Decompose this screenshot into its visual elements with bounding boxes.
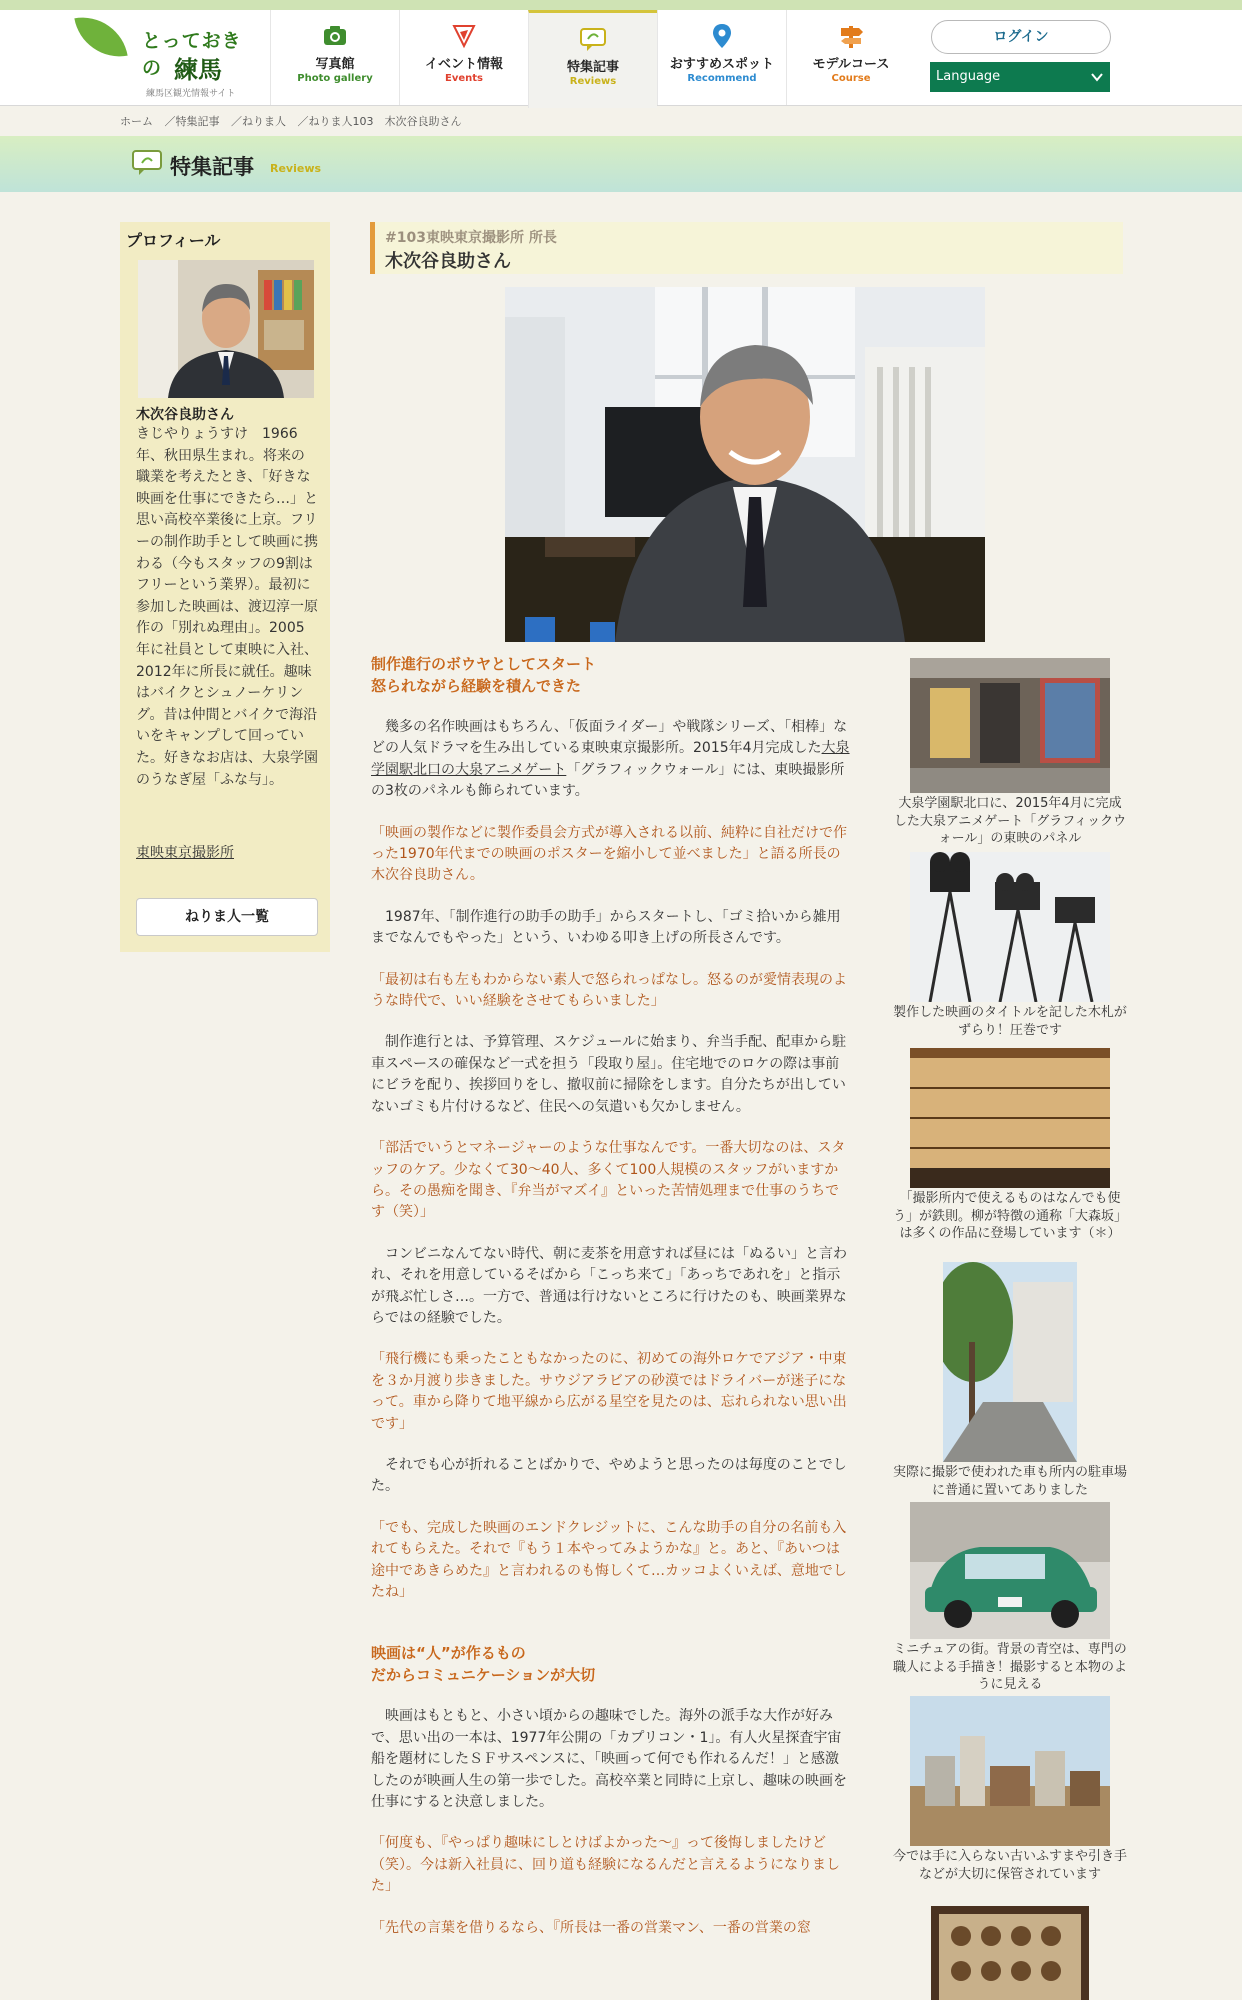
- language-select[interactable]: [930, 62, 1110, 92]
- logo-line1: とっておきの: [142, 30, 242, 79]
- leaf-icon: [74, 10, 127, 63]
- quote: 「部活でいうとマネージャーのような仕事なんです。一番大切なのは、スタッフのケア。少なくて30〜40人、多くて100人規模のスタッフがいますから。その愚痴を聞き、『弁当がマズイ』といった苦情処理まで仕事のうちです（笑）」: [371, 1140, 846, 1221]
- quote: 「最初は右も左もわからない素人で怒られっぱなし。怒るのが愛情表現のような時代で、いい経験をさせてもらいました」: [371, 971, 847, 1010]
- nerimajin-list-button[interactable]: ねりま人一覧: [136, 898, 318, 936]
- paragraph: 幾多の名作映画はもちろん、「仮面ライダー」や戦隊シリーズ、「相棒」などの人気ドラマを生み出している東映東京撮影所。2015年4月完成した大泉学園駅北口の大泉アニメゲート「グラフィックウォール」には、東映撮影所の3枚のパネルも飾られています。: [371, 719, 850, 800]
- gallery-caption: 今では手に入らない古いふすまや引き手などが大切に保管されています: [892, 1849, 1127, 1882]
- nav-item-photo-gallery[interactable]: [270, 10, 399, 105]
- breadcrumb-home[interactable]: ホーム: [120, 115, 153, 128]
- gallery-caption: ミニチュアの街。背景の青空は、専門の職人による手描き！撮影すると本物のように見える: [892, 1642, 1127, 1692]
- logo-tagline: 練馬区観光情報サイト: [146, 89, 236, 99]
- gallery-item[interactable]: [892, 658, 1128, 848]
- breadcrumb: [120, 113, 470, 129]
- gallery-photo-title-boards: [910, 1048, 1110, 1188]
- nav-item-course[interactable]: [786, 10, 915, 105]
- section-heading-2: 映画は“人”が作るもの だからコミュニケーションが大切: [371, 1644, 596, 1684]
- breadcrumb-features[interactable]: ／特集記事: [164, 115, 220, 128]
- quote: 「でも、完成した映画のエンドクレジットに、こんな助手の自分の名前も入れてもらえた。それで『もう１本やってみようかな』と。あと、『あいつは途中であきらめた』と言われるのも悔しくて…カッコよくいえば、意地でしたね」: [371, 1519, 847, 1600]
- nav-sublabel: Recommend: [687, 73, 757, 84]
- nav-sublabel: Photo gallery: [297, 73, 373, 84]
- nav-item-events[interactable]: [399, 10, 528, 105]
- gallery-photo-fusuma-pulls: [931, 1906, 1089, 2000]
- section-title: 特集記事: [170, 155, 254, 179]
- nav-label: 写真館: [315, 57, 355, 72]
- top-accent-bar: [0, 0, 1242, 10]
- camera-icon: [321, 22, 349, 50]
- hero-photo: [505, 287, 985, 642]
- logo-line2: 練馬: [174, 56, 222, 84]
- speech-bubble-icon: [579, 25, 607, 53]
- article-title: 木次谷良助さん: [385, 251, 511, 272]
- gallery-caption: 「撮影所内で使えるものはなんでも使う」が鉄則。柳が特徴の通称「大森坂」は多くの作品に登場しています（＊）: [892, 1191, 1127, 1241]
- quote: 「何度も、『やっぱり趣味にしとけばよかった〜』って後悔しましたけど（笑）。今は新入社員に、回り道も経験になるんだと言えるようになりました」: [371, 1835, 840, 1895]
- article-subtitle: #103東映東京撮影所 所長: [385, 230, 557, 246]
- signpost-icon: [837, 22, 865, 50]
- gallery-item[interactable]: [892, 1502, 1128, 1694]
- article-header: [370, 222, 1123, 274]
- gallery-item[interactable]: [892, 1906, 1128, 2000]
- gallery-item[interactable]: [892, 1262, 1128, 1499]
- chevron-down-icon: [1090, 70, 1104, 84]
- site-logo[interactable]: [78, 14, 256, 104]
- gallery-photo-miniature-town: [910, 1696, 1110, 1846]
- gallery-photo-graphic-wall: [910, 658, 1110, 793]
- quote: 「飛行機にも乗ったこともなかったのに、初めての海外ロケでアジア・中東を３か月渡り歩きました。サウジアラビアの砂漠ではドライバーが迷子になって。車から降りて地平線から広がる星空を見たのは、忘れられない思い出です」: [371, 1351, 847, 1432]
- studio-link[interactable]: 東映東京撮影所: [136, 845, 234, 861]
- gallery-item[interactable]: [892, 1048, 1128, 1243]
- gallery-item[interactable]: [892, 1696, 1128, 1883]
- gallery-photo-omori-slope: [943, 1262, 1077, 1462]
- profile-name: 木次谷良助さん: [136, 407, 234, 423]
- quote: 「映画の製作などに製作委員会方式が導入される以前、純粋に自社だけで作った1970年代までの映画のポスターを縮小して並べました」と語る所長の木次谷良助さん。: [371, 824, 847, 884]
- gallery-caption: 大泉学園駅北口に、2015年4月に完成した大泉アニメゲート「グラフィックウォール」の東映のパネル: [893, 796, 1127, 846]
- profile-sidebar: [120, 222, 330, 952]
- breadcrumb-nerimajin[interactable]: ／ねりま人: [231, 115, 286, 128]
- paragraph: 映画はもともと、小さい頃からの趣味でした。海外の派手な大作が好みで、思い出の一本は、1977年公開の「カプリコン・1」。有人火星探査宇宙船を題材にしたＳＦサスペンスに、「映画って何でも作れるんだ！」と感激したのが映画人生の第一歩でした。高校卒業と同時に上京し、趣味の映画を仕事にすると決意しました。: [371, 1708, 847, 1811]
- gallery-photo-film-cameras: [910, 852, 1110, 1002]
- breadcrumb-current: ／ねりま人103 木次谷良助さん: [297, 115, 462, 128]
- profile-bio: きじやりょうすけ 1966年、秋田県生まれ。将来の職業を考えたとき、「好きな映画を仕事にできたら…」と思い高校卒業後に上京。フリーの制作助手として映画に携わる（今もスタッフの9割はフリーという業界）。最初に参加した映画は、渡辺淳一原作の「別れぬ理由」。2005年に社員として東映に入社、2012年に所長に就任。趣味はバイクとシュノーケリング。昔は仲間とバイクで海沿いをキャンプして回っていた。好きなお店は、大泉学園のうなぎ屋「ふな与」。: [136, 426, 318, 788]
- login-button[interactable]: ログイン: [931, 20, 1111, 54]
- section-heading-1: 制作進行のボウヤとしてスタート 怒られながら経験を積んできた: [371, 655, 597, 695]
- speech-bubble-icon: [132, 150, 162, 176]
- gallery-item[interactable]: [892, 852, 1128, 1039]
- paragraph: 1987年、「制作進行の助手の助手」からスタートし、「ゴミ拾いから雑用までなんでもやった」という、いわゆる叩き上げの所長さんです。: [371, 908, 841, 947]
- nav-label: 特集記事: [566, 60, 619, 75]
- nav-sublabel: Events: [445, 73, 483, 84]
- nav-item-reviews[interactable]: [528, 10, 657, 108]
- site-header: [0, 10, 1242, 106]
- nav-label: モデルコース: [812, 57, 890, 72]
- paragraph: コンビニなんてない時代、朝に麦茶を用意すれば昼には「ぬるい」と言われ、それを用意しているそばから「こっち来て」「あっちであれを」と指示が飛ぶ忙しさ…。一方で、普通は行けないところに行けたのも、映画業界ならではの経験でした。: [371, 1245, 847, 1326]
- anime-gate-link[interactable]: 大泉学園駅北口の大泉アニメゲート: [371, 740, 850, 778]
- profile-heading: プロフィール: [126, 231, 221, 250]
- map-pin-icon: [708, 22, 736, 50]
- event-flag-icon: [450, 22, 478, 50]
- paragraph: それでも心が折れることばかりで、やめようと思ったのは毎度のことでした。: [371, 1456, 847, 1495]
- nav-sublabel: Reviews: [569, 76, 617, 87]
- quote: 「先代の言葉を借りるなら、『所長は一番の営業マン、一番の営業の窓: [371, 1919, 811, 1936]
- gallery-caption: 実際に撮影で使われた車も所内の駐車場に普通に置いてありました: [892, 1465, 1127, 1498]
- nav-label: おすすめスポット: [669, 57, 775, 72]
- profile-photo: [138, 260, 314, 398]
- section-banner: [0, 136, 1242, 192]
- nav-item-recommend[interactable]: [657, 10, 786, 105]
- article-body: [371, 654, 851, 1959]
- nav-label: イベント情報: [424, 57, 503, 72]
- gallery-photo-vintage-car: [910, 1502, 1110, 1639]
- paragraph: 制作進行とは、予算管理、スケジュールに始まり、弁当手配、配車から駐車スペースの確保など一式を担う「段取り屋」。住宅地でのロケの際は事前にビラを配り、挨拶回りをし、撤収前に掃除をします。自分たちが出していないゴミも片付けるなど、住民への気遣いも欠かしません。: [371, 1034, 847, 1115]
- gallery-caption: 製作した映画のタイトルを記した木札がずらり！圧巻です: [893, 1005, 1127, 1038]
- language-label: Language: [936, 69, 1001, 84]
- nav-sublabel: Course: [831, 73, 871, 84]
- section-title-en: Reviews: [270, 162, 322, 175]
